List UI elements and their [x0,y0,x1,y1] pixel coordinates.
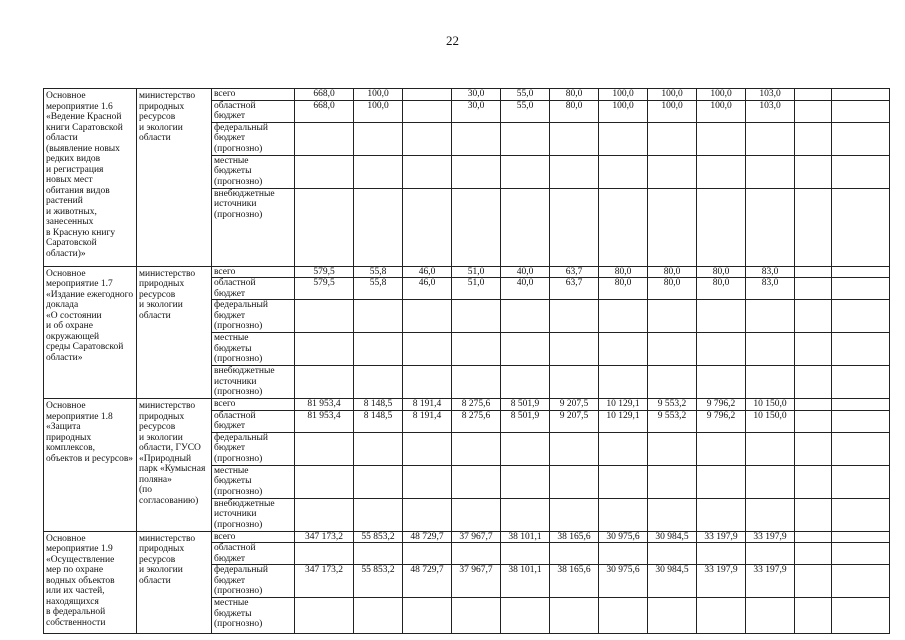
amount-cell [648,598,697,634]
amount-cell [832,188,890,266]
amount-cell [452,155,501,188]
amount-cell [697,188,746,266]
amount-cell [501,465,550,498]
amount-cell: 55 853,2 [354,565,403,598]
amount-cell: 9 553,2 [648,410,697,432]
amount-cell [550,465,599,498]
budget-table [43,88,890,634]
amount-cell: 30 984,5 [648,565,697,598]
amount-cell [697,465,746,498]
amount-cell [599,498,648,531]
amount-cell [452,122,501,155]
amount-cell [550,598,599,634]
amount-cell: 81 953,4 [295,410,354,432]
amount-cell [501,300,550,333]
amount-cell [295,333,354,366]
amount-cell: 9 207,5 [550,399,599,411]
amount-cell [403,333,452,366]
amount-cell [832,278,890,300]
amount-cell [795,465,832,498]
amount-cell: 668,0 [295,89,354,101]
amount-cell [501,333,550,366]
amount-cell [550,300,599,333]
amount-cell [795,300,832,333]
amount-cell [354,498,403,531]
amount-cell: 10 150,0 [746,410,795,432]
amount-cell [295,543,354,565]
amount-cell: 8 275,6 [452,399,501,411]
amount-cell: 8 191,4 [403,399,452,411]
amount-cell: 33 197,9 [697,565,746,598]
amount-cell [550,333,599,366]
amount-cell [697,543,746,565]
amount-cell [403,100,452,122]
funding-source: всего [212,89,295,101]
funding-source: местные бюджеты (прогнозно) [212,155,295,188]
amount-cell: 8 501,9 [501,410,550,432]
amount-cell: 80,0 [550,89,599,101]
amount-cell [354,333,403,366]
amount-cell [832,100,890,122]
amount-cell [550,543,599,565]
amount-cell [403,155,452,188]
amount-cell [697,498,746,531]
funding-source: местные бюджеты (прогнозно) [212,465,295,498]
amount-cell: 51,0 [452,266,501,278]
amount-cell [832,399,890,411]
funding-source: федеральный бюджет (прогнозно) [212,432,295,465]
amount-cell [648,498,697,531]
amount-cell [295,366,354,399]
amount-cell: 38 165,6 [550,565,599,598]
amount-cell [354,300,403,333]
amount-cell [354,543,403,565]
amount-cell: 30 975,6 [599,565,648,598]
amount-cell [795,432,832,465]
amount-cell [746,432,795,465]
amount-cell [403,432,452,465]
funding-source: всего [212,399,295,411]
amount-cell [648,543,697,565]
table-row [44,399,890,411]
amount-cell: 30 975,6 [599,531,648,543]
amount-cell [501,543,550,565]
amount-cell: 55 853,2 [354,531,403,543]
amount-cell [354,598,403,634]
amount-cell: 80,0 [648,278,697,300]
amount-cell [452,543,501,565]
amount-cell: 51,0 [452,278,501,300]
amount-cell [599,465,648,498]
amount-cell [648,155,697,188]
amount-cell [403,188,452,266]
amount-cell [697,598,746,634]
amount-cell: 81 953,4 [295,399,354,411]
amount-cell: 37 967,7 [452,531,501,543]
amount-cell: 579,5 [295,266,354,278]
amount-cell [832,543,890,565]
amount-cell: 55,8 [354,278,403,300]
amount-cell: 100,0 [648,89,697,101]
amount-cell [795,100,832,122]
amount-cell [832,122,890,155]
funding-source: федеральный бюджет (прогнозно) [212,300,295,333]
amount-cell: 37 967,7 [452,565,501,598]
measure-description: Основное мероприятие 1.6 «Ведение Красной книги Саратовской области (выявление новых редких видов и регистрация новых мест обитания видов растений и животных, занесенных в Красную книгу Саратовской области)» [44,89,137,267]
amount-cell: 46,0 [403,266,452,278]
amount-cell [746,333,795,366]
amount-cell [795,543,832,565]
amount-cell [832,432,890,465]
amount-cell [599,122,648,155]
amount-cell: 668,0 [295,100,354,122]
amount-cell [295,155,354,188]
amount-cell [746,465,795,498]
amount-cell: 48 729,7 [403,531,452,543]
amount-cell: 9 207,5 [550,410,599,432]
amount-cell: 63,7 [550,266,599,278]
amount-cell: 347 173,2 [295,531,354,543]
amount-cell: 100,0 [697,89,746,101]
amount-cell [501,366,550,399]
amount-cell [550,366,599,399]
amount-cell [599,432,648,465]
amount-cell: 30,0 [452,89,501,101]
amount-cell [746,155,795,188]
amount-cell [795,531,832,543]
amount-cell [295,432,354,465]
amount-cell [452,498,501,531]
funding-source: всего [212,266,295,278]
amount-cell: 8 501,9 [501,399,550,411]
amount-cell [599,155,648,188]
amount-cell [354,188,403,266]
measure-executor: министерство природных ресурсов и экологии области [137,266,212,399]
amount-cell: 38 165,6 [550,531,599,543]
measure-executor: министерство природных ресурсов и экологии области, ГУСО «Природный парк «Кумысная поляна» (по согласованию) [137,399,212,532]
amount-cell: 38 101,1 [501,531,550,543]
amount-cell: 579,5 [295,278,354,300]
amount-cell [354,432,403,465]
amount-cell [403,366,452,399]
amount-cell: 9 796,2 [697,399,746,411]
amount-cell [832,565,890,598]
amount-cell [648,333,697,366]
funding-source: областной бюджет [212,543,295,565]
amount-cell [501,155,550,188]
amount-cell: 10 150,0 [746,399,795,411]
amount-cell [795,498,832,531]
amount-cell [832,366,890,399]
amount-cell [403,543,452,565]
amount-cell [648,122,697,155]
amount-cell [746,498,795,531]
amount-cell [501,122,550,155]
amount-cell [599,543,648,565]
amount-cell [832,300,890,333]
amount-cell: 100,0 [354,100,403,122]
amount-cell [599,188,648,266]
amount-cell: 100,0 [599,89,648,101]
amount-cell [795,565,832,598]
funding-source: всего [212,531,295,543]
amount-cell [452,333,501,366]
amount-cell [599,598,648,634]
amount-cell: 10 129,1 [599,410,648,432]
amount-cell [550,122,599,155]
amount-cell: 10 129,1 [599,399,648,411]
amount-cell [501,598,550,634]
amount-cell: 100,0 [354,89,403,101]
amount-cell [697,366,746,399]
amount-cell: 33 197,9 [697,531,746,543]
amount-cell [746,188,795,266]
amount-cell: 100,0 [697,100,746,122]
amount-cell: 55,0 [501,89,550,101]
amount-cell: 80,0 [599,278,648,300]
amount-cell [795,155,832,188]
amount-cell [501,498,550,531]
amount-cell: 9 796,2 [697,410,746,432]
amount-cell: 33 197,9 [746,565,795,598]
amount-cell [648,432,697,465]
funding-source: местные бюджеты (прогнозно) [212,333,295,366]
table-row [44,89,890,101]
amount-cell [795,266,832,278]
amount-cell [697,300,746,333]
amount-cell: 63,7 [550,278,599,300]
amount-cell [550,432,599,465]
amount-cell [746,543,795,565]
amount-cell: 48 729,7 [403,565,452,598]
amount-cell: 80,0 [697,278,746,300]
amount-cell: 80,0 [550,100,599,122]
amount-cell [452,300,501,333]
amount-cell [746,366,795,399]
amount-cell: 8 275,6 [452,410,501,432]
amount-cell [648,366,697,399]
amount-cell: 8 148,5 [354,399,403,411]
amount-cell: 8 191,4 [403,410,452,432]
amount-cell: 347 173,2 [295,565,354,598]
amount-cell [832,598,890,634]
amount-cell [550,155,599,188]
funding-source: областной бюджет [212,100,295,122]
amount-cell [648,465,697,498]
amount-cell: 8 148,5 [354,410,403,432]
amount-cell [832,155,890,188]
amount-cell: 103,0 [746,89,795,101]
measure-description: Основное мероприятие 1.7 «Издание ежегодного доклада «О состоянии и об охране окружающей среды Саратовской области» [44,266,137,399]
measure-executor: министерство природных ресурсов и экологии области [137,89,212,267]
amount-cell [697,333,746,366]
amount-cell [599,300,648,333]
amount-cell [452,366,501,399]
amount-cell: 83,0 [746,278,795,300]
amount-cell [403,122,452,155]
amount-cell: 40,0 [501,266,550,278]
amount-cell [795,122,832,155]
amount-cell: 83,0 [746,266,795,278]
amount-cell: 46,0 [403,278,452,300]
amount-cell: 55,8 [354,266,403,278]
amount-cell [403,300,452,333]
amount-cell [295,188,354,266]
amount-cell: 80,0 [648,266,697,278]
amount-cell [452,598,501,634]
amount-cell [403,498,452,531]
amount-cell [795,598,832,634]
amount-cell [832,498,890,531]
amount-cell [832,266,890,278]
funding-source: областной бюджет [212,278,295,300]
amount-cell: 100,0 [648,100,697,122]
amount-cell [452,188,501,266]
amount-cell: 30,0 [452,100,501,122]
amount-cell: 100,0 [599,100,648,122]
amount-cell [354,465,403,498]
amount-cell [697,155,746,188]
amount-cell [501,432,550,465]
amount-cell [795,366,832,399]
amount-cell [795,188,832,266]
amount-cell [648,300,697,333]
amount-cell: 30 984,5 [648,531,697,543]
amount-cell [832,89,890,101]
amount-cell [599,333,648,366]
amount-cell [599,366,648,399]
amount-cell [403,89,452,101]
funding-source: внебюджетные источники (прогнозно) [212,366,295,399]
amount-cell [832,531,890,543]
funding-source: внебюджетные источники (прогнозно) [212,498,295,531]
amount-cell [697,432,746,465]
amount-cell [403,598,452,634]
amount-cell [697,122,746,155]
amount-cell [295,300,354,333]
measure-executor: министерство природных ресурсов и экологии области [137,531,212,634]
amount-cell: 80,0 [697,266,746,278]
amount-cell [746,598,795,634]
amount-cell [354,155,403,188]
measure-description: Основное мероприятие 1.9 «Осуществление мер по охране водных объектов или их частей, находящихся в федеральной собственности [44,531,137,634]
funding-source: федеральный бюджет (прогнозно) [212,122,295,155]
amount-cell [295,598,354,634]
amount-cell: 103,0 [746,100,795,122]
funding-source: областной бюджет [212,410,295,432]
table-row [44,266,890,278]
amount-cell: 33 197,9 [746,531,795,543]
amount-cell [795,89,832,101]
measure-description: Основное мероприятие 1.8 «Защита природных комплексов, объектов и ресурсов» [44,399,137,532]
amount-cell [295,465,354,498]
amount-cell [832,465,890,498]
amount-cell [795,410,832,432]
amount-cell [746,300,795,333]
amount-cell [501,188,550,266]
amount-cell: 9 553,2 [648,399,697,411]
amount-cell [795,333,832,366]
amount-cell [746,122,795,155]
amount-cell [550,498,599,531]
amount-cell [452,465,501,498]
amount-cell: 55,0 [501,100,550,122]
amount-cell [648,188,697,266]
amount-cell [295,498,354,531]
amount-cell: 80,0 [599,266,648,278]
funding-source: федеральный бюджет (прогнозно) [212,565,295,598]
amount-cell [354,366,403,399]
amount-cell [832,410,890,432]
amount-cell [795,399,832,411]
funding-source: местные бюджеты (прогнозно) [212,598,295,634]
amount-cell [832,333,890,366]
amount-cell [550,188,599,266]
funding-source: внебюджетные источники (прогнозно) [212,188,295,266]
amount-cell [354,122,403,155]
amount-cell: 40,0 [501,278,550,300]
page-number: 22 [446,33,459,48]
amount-cell [795,278,832,300]
amount-cell [295,122,354,155]
amount-cell [403,465,452,498]
table-row [44,531,890,543]
amount-cell: 38 101,1 [501,565,550,598]
amount-cell [452,432,501,465]
